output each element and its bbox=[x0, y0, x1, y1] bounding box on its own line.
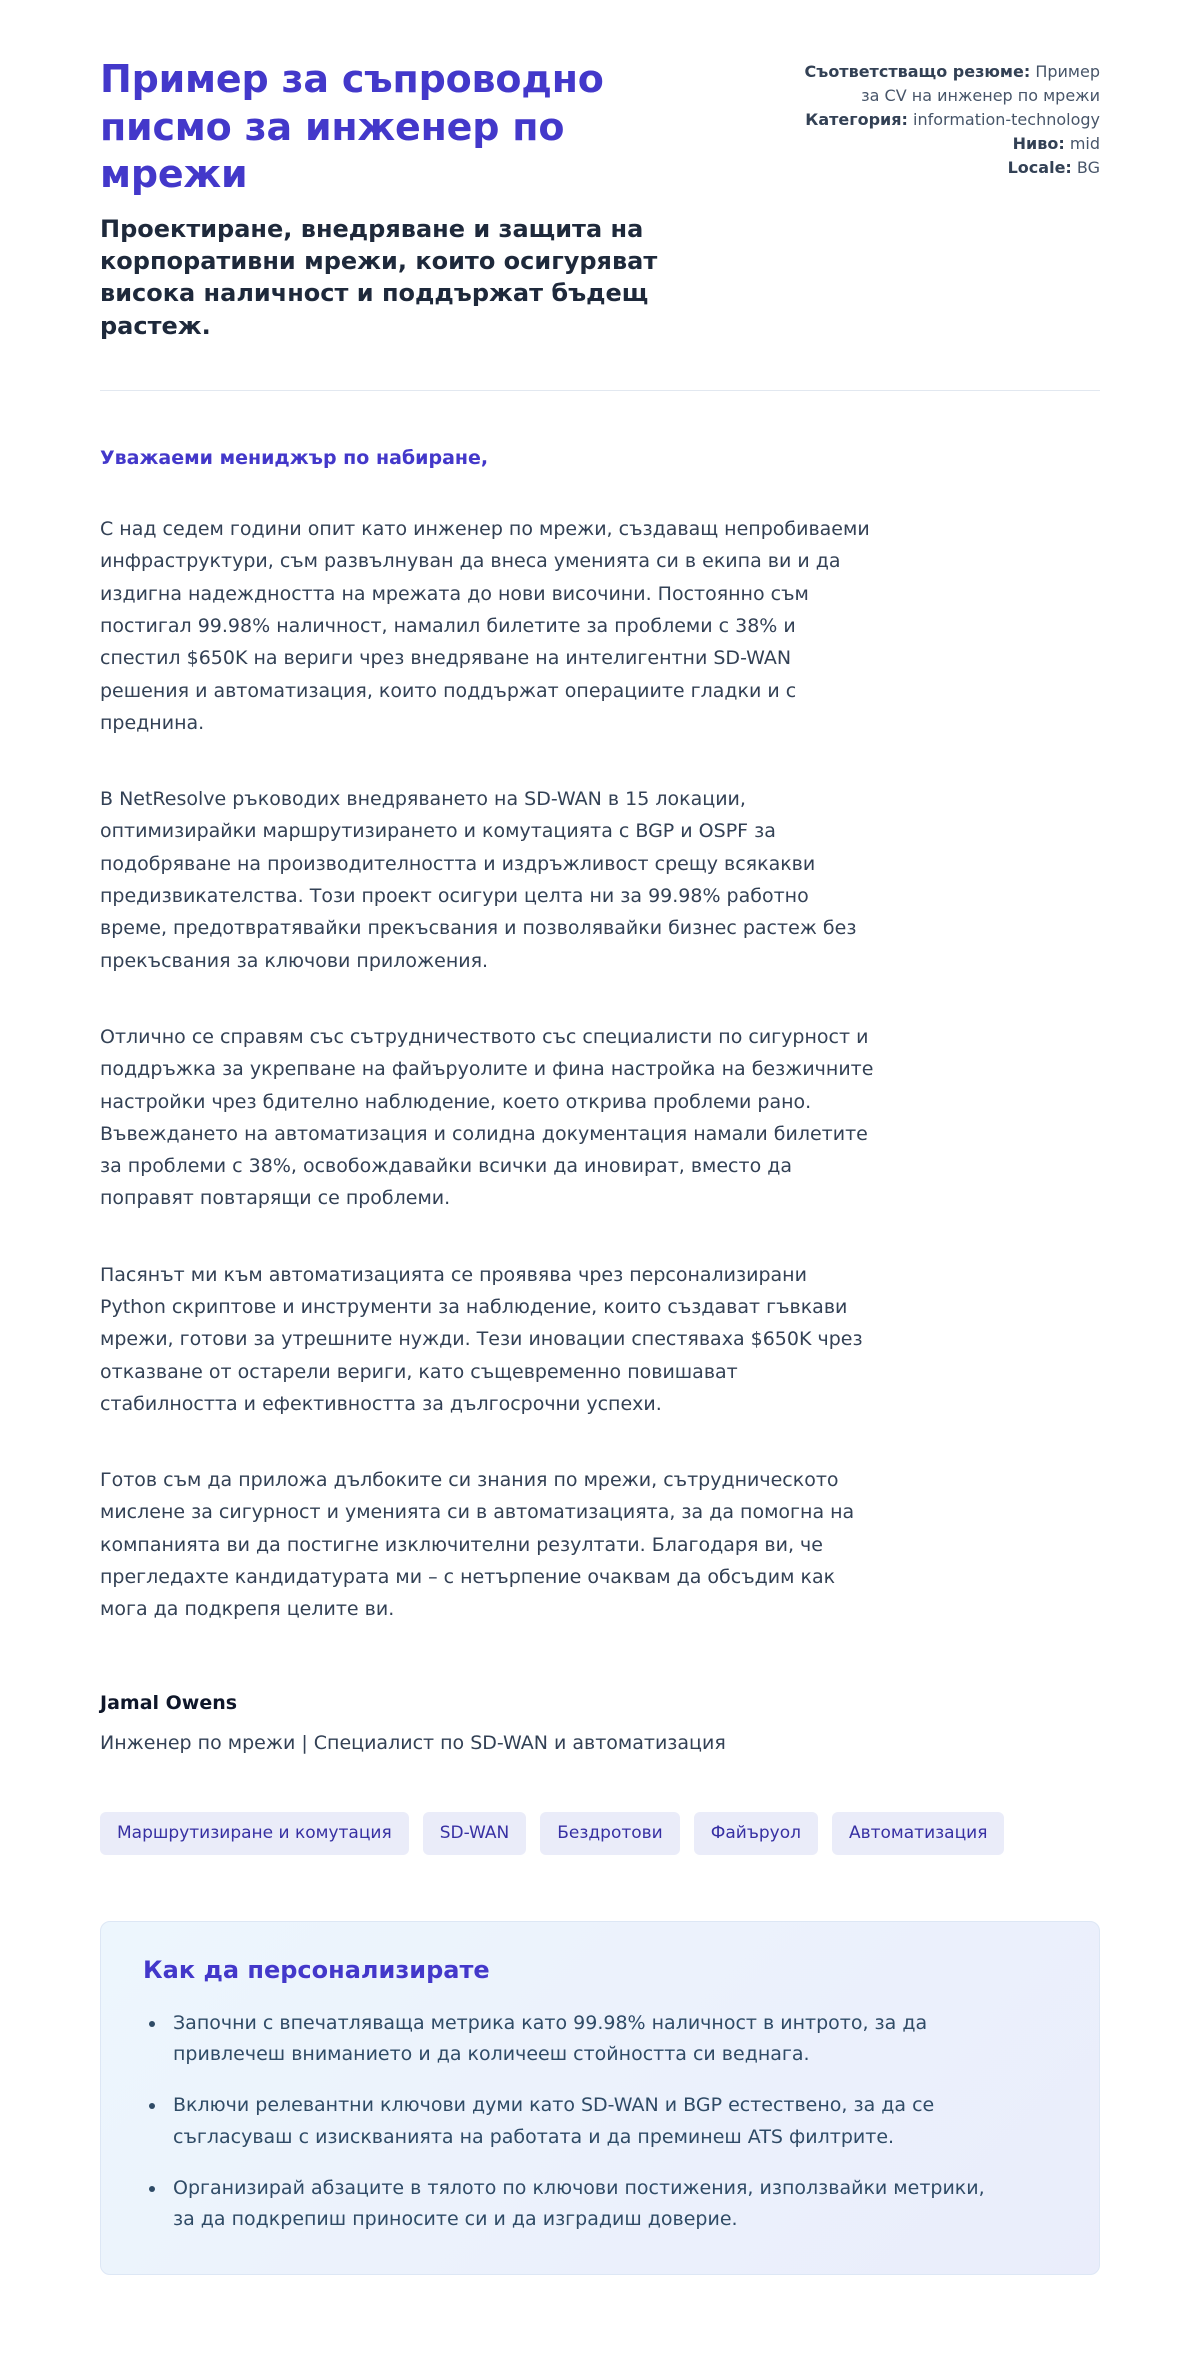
tip-item: • Започни с впечатляваща метрика като 99.98% наличност в интрото, за да привлечеш вниманието и да количееш стойността си веднага. bbox=[167, 2008, 1007, 2071]
meta-resume-value: Пример за CV на инженер по мрежи bbox=[861, 62, 1100, 105]
meta-level bbox=[800, 132, 1100, 156]
letter-greeting: Уважаеми мениджър по набиране, bbox=[100, 447, 489, 470]
meta-level-value: mid bbox=[1069, 134, 1100, 153]
meta-matching-resume bbox=[800, 60, 1100, 108]
skill-tags-row bbox=[100, 1812, 1100, 1855]
meta-category-value: information-technology bbox=[913, 110, 1100, 129]
meta-resume-label: Съответстващо резюме: bbox=[804, 62, 1031, 81]
signature-name: Jamal Owens bbox=[100, 1691, 238, 1714]
skill-tag: Маршрутизиране и комутация bbox=[100, 1812, 409, 1855]
signature-role: Инженер по мрежи | Специалист по SD-WAN и автоматизация bbox=[100, 1731, 726, 1754]
letter-paragraph: С над седем години опит като инженер по мрежи, създаващ непробиваеми инфраструктури, съм развълнуван да внеса уменията си в екипа ви и да издигна надеждността на мрежата до нови височини. Постоянно съм постигал 99.98% наличност, намалил билетите за проблеми с 38% и спестил $650K на вериги чрез внедряване на интелигентни SD-WAN решения и автоматизация, които поддържат операциите гладки и с преднина. bbox=[100, 518, 870, 734]
personalization-tips-panel bbox=[100, 1921, 1100, 2275]
tip-item: • Включи релевантни ключови думи като SD-WAN и BGP естествено, за да се съгласуваш с изискванията на работата и да преминеш ATS филтрите. bbox=[167, 2090, 1007, 2153]
tips-title: Как да персонализирате bbox=[143, 1955, 490, 1984]
cover-letter-page bbox=[100, 0, 1100, 2375]
page-subtitle: Проектиране, внедряване и защита на корпоративни мрежи, които осигуряват висока наличност и поддържат бъдещ растеж. bbox=[100, 214, 658, 340]
page-title: Пример за съпроводно писмо за инженер по мрежи bbox=[100, 57, 604, 196]
letter-paragraph: Пасянът ми към автоматизацията се проявява чрез персонализирани Python скриптове и инструменти за наблюдение, които създават гъвкави мрежи, готови за утрешните нужди. Тези иновации спестяваха $650K чрез отказване от остарели вериги, като същевременно повишават стабилността и ефективността за дългосрочни успехи. bbox=[100, 1263, 863, 1415]
meta-category bbox=[800, 108, 1100, 132]
document-meta bbox=[800, 56, 1100, 180]
letter-paragraph: В NetResolve ръководих внедряването на SD-WAN в 15 локации, оптимизирайки маршрутизирането и комутацията с BGP и OSPF за подобряване на производителността и издръжливост срещу всякакви предизвикателства. Този проект осигури целта ни за 99.98% работно време, предотвратявайки прекъсвания и позволявайки бизнес растеж без прекъсвания за ключови приложения. bbox=[100, 788, 857, 972]
meta-locale bbox=[800, 156, 1100, 180]
header-divider bbox=[100, 390, 1100, 391]
skill-tag: Бездротови bbox=[540, 1812, 679, 1855]
header-title-block bbox=[100, 56, 730, 342]
meta-category-label: Категория: bbox=[805, 110, 908, 129]
letter-paragraph: Отлично се справям със сътрудничеството със специалисти по сигурност и поддръжка за укрепване на файъруолите и фина настройка на безжичните настройки чрез бдително наблюдение, което открива проблеми рано. Въвеждането на автоматизация и солидна документация намали билетите за проблеми с 38%, освобождавайки всички да иновират, вместо да поправят повтарящи се проблеми. bbox=[100, 1025, 874, 1210]
tip-item: • Организирай абзаците в тялото по ключови постижения, използвайки метрики, за да подкрепиш приносите си и да изградиш доверие. bbox=[167, 2173, 1007, 2236]
tips-list bbox=[141, 2008, 1059, 2236]
skill-tag: Файъруол bbox=[694, 1812, 818, 1855]
skill-tag: Автоматизация bbox=[832, 1812, 1004, 1855]
meta-locale-label: Locale: bbox=[1007, 158, 1072, 177]
skill-tag: SD-WAN bbox=[423, 1812, 527, 1855]
meta-level-label: Ниво: bbox=[1012, 134, 1065, 153]
meta-locale-value: BG bbox=[1076, 158, 1100, 177]
letter-body bbox=[100, 447, 1100, 1754]
page-header bbox=[100, 56, 1100, 342]
letter-paragraph: Готов съм да приложа дълбоките си знания по мрежи, сътрудническото мислене за сигурност и уменията си в автоматизацията, за да помогна на компанията ви да постигне изключителни резултати. Благодаря ви, че прегледахте кандидатурата ми – с нетърпение очаквам да обсъдим как мога да подкрепя целите ви. bbox=[100, 1469, 855, 1621]
